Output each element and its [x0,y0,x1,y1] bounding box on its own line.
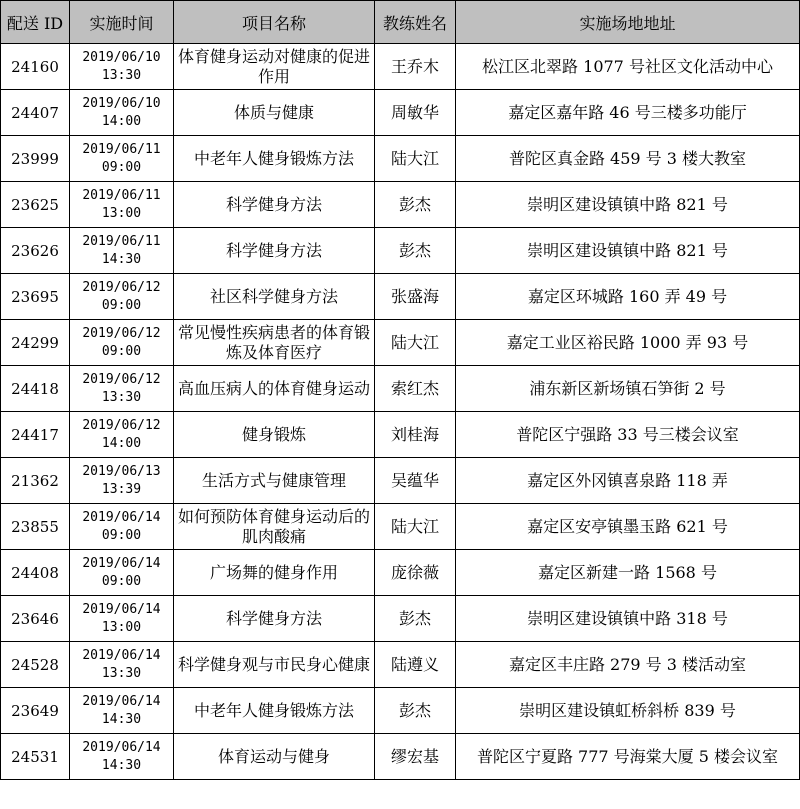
cell-coach: 彭杰 [375,688,456,734]
cell-clock: 14:00 [101,435,142,451]
cell-coach: 陆大江 [375,320,456,366]
cell-clock: 13:30 [101,67,142,83]
cell-date: 2019/06/14 [82,555,161,571]
cell-date: 2019/06/10 [82,49,161,65]
table-row [1,228,800,274]
header-name: 项目名称 [174,1,375,44]
table-row [1,44,800,90]
cell-id: 21362 [1,458,70,504]
cell-address: 普陀区宁强路 33 号三楼会议室 [456,412,800,458]
cell-clock: 14:30 [101,251,142,267]
header-time: 实施时间 [70,1,174,44]
cell-time [70,550,174,596]
cell-coach: 吴蕴华 [375,458,456,504]
cell-coach: 彭杰 [375,228,456,274]
cell-id: 24418 [1,366,70,412]
cell-id: 23855 [1,504,70,550]
table-row [1,688,800,734]
header-coach: 教练姓名 [375,1,456,44]
table-row [1,320,800,366]
cell-coach: 陆遵义 [375,642,456,688]
cell-clock: 14:30 [101,711,142,727]
cell-id: 24408 [1,550,70,596]
table-row [1,458,800,504]
table-row [1,182,800,228]
cell-project-name: 生活方式与健康管理 [174,458,375,504]
cell-project-name: 科学健身观与市民身心健康 [174,642,375,688]
table-row [1,274,800,320]
cell-date: 2019/06/14 [82,509,161,525]
cell-id: 24528 [1,642,70,688]
cell-address: 嘉定工业区裕民路 1000 弄 93 号 [456,320,800,366]
cell-date: 2019/06/13 [82,463,161,479]
cell-id: 24417 [1,412,70,458]
cell-id: 23646 [1,596,70,642]
cell-address: 嘉定区丰庄路 279 号 3 楼活动室 [456,642,800,688]
cell-address: 崇明区建设镇镇中路 821 号 [456,228,800,274]
table-body [1,44,800,780]
cell-project-name: 社区科学健身方法 [174,274,375,320]
cell-address: 嘉定区嘉年路 46 号三楼多功能厅 [456,90,800,136]
cell-date: 2019/06/14 [82,693,161,709]
cell-id: 23695 [1,274,70,320]
cell-project-name: 如何预防体育健身运动后的肌肉酸痛 [174,504,375,550]
cell-coach: 周敏华 [375,90,456,136]
cell-address: 普陀区真金路 459 号 3 楼大教室 [456,136,800,182]
cell-time [70,412,174,458]
cell-project-name: 体育运动与健身 [174,734,375,780]
cell-id: 24407 [1,90,70,136]
cell-project-name: 高血压病人的体育健身运动 [174,366,375,412]
table-row [1,596,800,642]
cell-id: 23625 [1,182,70,228]
cell-id: 24160 [1,44,70,90]
cell-time [70,366,174,412]
cell-address: 嘉定区环城路 160 弄 49 号 [456,274,800,320]
cell-clock: 09:00 [101,573,142,589]
cell-date: 2019/06/12 [82,417,161,433]
cell-coach: 张盛海 [375,274,456,320]
cell-coach: 陆大江 [375,136,456,182]
cell-clock: 13:30 [101,665,142,681]
cell-coach: 缪宏基 [375,734,456,780]
cell-address: 普陀区宁夏路 777 号海棠大厦 5 楼会议室 [456,734,800,780]
cell-address: 嘉定区安亭镇墨玉路 621 号 [456,504,800,550]
cell-date: 2019/06/12 [82,279,161,295]
cell-clock: 13:00 [101,619,142,635]
cell-clock: 09:00 [101,159,142,175]
cell-date: 2019/06/11 [82,187,161,203]
cell-coach: 王乔木 [375,44,456,90]
cell-date: 2019/06/10 [82,95,161,111]
cell-time [70,734,174,780]
cell-coach: 刘桂海 [375,412,456,458]
table-row [1,90,800,136]
cell-coach: 彭杰 [375,182,456,228]
table-row [1,734,800,780]
table-row [1,136,800,182]
cell-clock: 13:00 [101,205,142,221]
cell-clock: 14:30 [101,757,142,773]
table-row [1,366,800,412]
cell-date: 2019/06/11 [82,233,161,249]
cell-address: 松江区北翠路 1077 号社区文化活动中心 [456,44,800,90]
cell-project-name: 科学健身方法 [174,228,375,274]
cell-project-name: 中老年人健身锻炼方法 [174,688,375,734]
cell-time [70,504,174,550]
cell-project-name: 广场舞的健身作用 [174,550,375,596]
cell-time [70,688,174,734]
table-row [1,550,800,596]
cell-time [70,642,174,688]
cell-project-name: 中老年人健身锻炼方法 [174,136,375,182]
table-row [1,504,800,550]
cell-address: 崇明区建设镇镇中路 318 号 [456,596,800,642]
cell-date: 2019/06/12 [82,325,161,341]
cell-clock: 13:30 [101,389,142,405]
cell-clock: 09:00 [101,343,142,359]
cell-coach: 庞徐薇 [375,550,456,596]
header-id: 配送 ID [1,1,70,44]
cell-clock: 13:39 [101,481,142,497]
cell-id: 23649 [1,688,70,734]
cell-time [70,228,174,274]
header-row [1,1,800,44]
cell-address: 崇明区建设镇镇中路 821 号 [456,182,800,228]
cell-time [70,596,174,642]
cell-project-name: 体质与健康 [174,90,375,136]
cell-id: 23626 [1,228,70,274]
cell-coach: 彭杰 [375,596,456,642]
table-row [1,642,800,688]
cell-date: 2019/06/14 [82,739,161,755]
cell-id: 23999 [1,136,70,182]
cell-clock: 09:00 [101,527,142,543]
cell-clock: 14:00 [101,113,142,129]
cell-time [70,182,174,228]
cell-project-name: 常见慢性疾病患者的体育锻炼及体育医疗 [174,320,375,366]
cell-id: 24299 [1,320,70,366]
cell-time [70,44,174,90]
cell-project-name: 科学健身方法 [174,596,375,642]
cell-date: 2019/06/12 [82,371,161,387]
cell-coach: 索红杰 [375,366,456,412]
cell-date: 2019/06/14 [82,601,161,617]
cell-time [70,274,174,320]
table-row [1,412,800,458]
cell-time [70,320,174,366]
cell-coach: 陆大江 [375,504,456,550]
cell-project-name: 体育健身运动对健康的促进作用 [174,44,375,90]
header-address: 实施场地地址 [456,1,800,44]
cell-address: 嘉定区新建一路 1568 号 [456,550,800,596]
cell-time [70,136,174,182]
cell-time [70,458,174,504]
table-header [1,1,800,44]
cell-date: 2019/06/14 [82,647,161,663]
cell-project-name: 健身锻炼 [174,412,375,458]
cell-address: 浦东新区新场镇石笋街 2 号 [456,366,800,412]
cell-project-name: 科学健身方法 [174,182,375,228]
cell-clock: 09:00 [101,297,142,313]
cell-address: 嘉定区外冈镇喜泉路 118 弄 [456,458,800,504]
cell-time [70,90,174,136]
cell-date: 2019/06/11 [82,141,161,157]
cell-id: 24531 [1,734,70,780]
cell-address: 崇明区建设镇虹桥斜桥 839 号 [456,688,800,734]
